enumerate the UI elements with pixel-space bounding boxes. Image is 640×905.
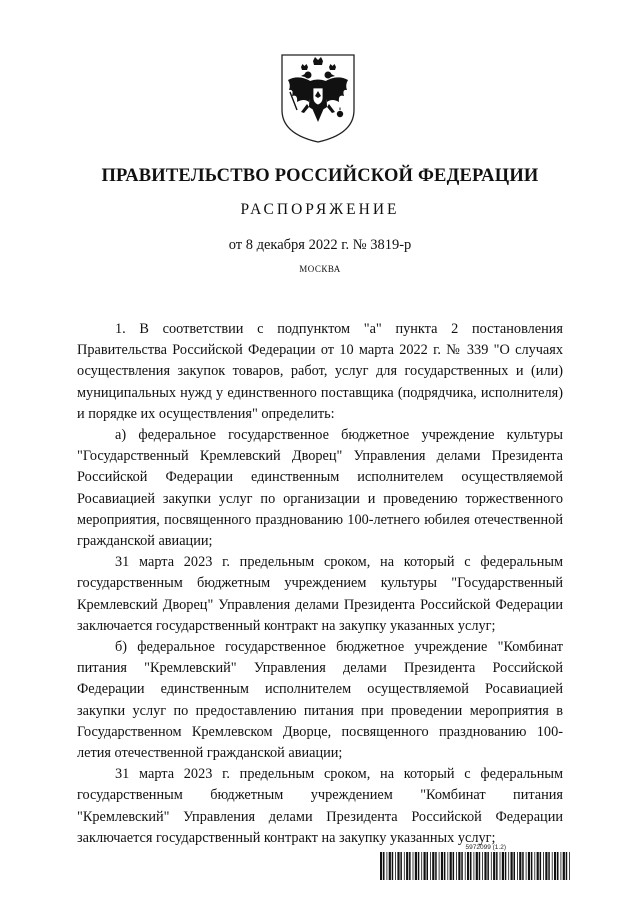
paragraph: 31 марта 2023 г. предельным сроком, на который с федеральным государственным бюджетным учреждением культуры "Государственный Кремлевский Дворец" Управления делами Президента Российской Федерации заключается государственный контракт на закупку указанных услуг; bbox=[77, 554, 563, 634]
document-body bbox=[77, 319, 563, 849]
paragraph: а) федеральное государственное бюджетное учреждение культуры "Государственный Кремлевский Дворец" Управления делами Президента Российской Федерации единственным исполнителем осуществляемой Росавиацией закупки услуг по организации и проведению торжественного мероприятия, посвященного празднованию 100-летнего юбилея отечественной гражданской авиации; bbox=[77, 427, 563, 550]
paragraph: 1. В соответствии с подпунктом "а" пункта 2 постановления Правительства Российской Федерации от 10 марта 2022 г. № 339 "О случаях осуществления закупок товаров, работ, услуг для государственных и (или) муниципальных нужд у единственного поставщика (подрядчика, исполнителя) и порядке их осуществления" определить: bbox=[77, 321, 563, 422]
document-barcode bbox=[380, 844, 572, 885]
paragraph: б) федеральное государственное бюджетное учреждение "Комбинат питания "Кремлевский" Управления делами Президента Российской Федерации единственным исполнителем осуществляемой Росавиацией закупки услуг по предоставлению питания при проведении мероприятия в Государственном Кремлевском Дворце, посвященного празднованию 100-летия отечественной гражданской авиации; bbox=[77, 639, 563, 762]
document-date-number: от 8 декабря 2022 г. № 3819-р bbox=[228, 237, 412, 253]
barcode-icon bbox=[380, 852, 572, 880]
barcode-number: 5972099 (1.2) bbox=[465, 844, 506, 851]
document-type: РАСПОРЯЖЕНИЕ bbox=[240, 201, 400, 218]
coat-of-arms-icon bbox=[279, 52, 357, 144]
document-city: МОСКВА bbox=[299, 264, 341, 274]
page-title: ПРАВИТЕЛЬСТВО РОССИЙСКОЙ ФЕДЕРАЦИИ bbox=[101, 166, 539, 186]
paragraph: 31 марта 2023 г. предельным сроком, на который с федеральным государственным бюджетным учреждением "Комбинат питания "Кремлевский" Управления делами Президента Российской Федерации заключается государственный контракт на закупку указанных услуг; bbox=[77, 766, 563, 846]
